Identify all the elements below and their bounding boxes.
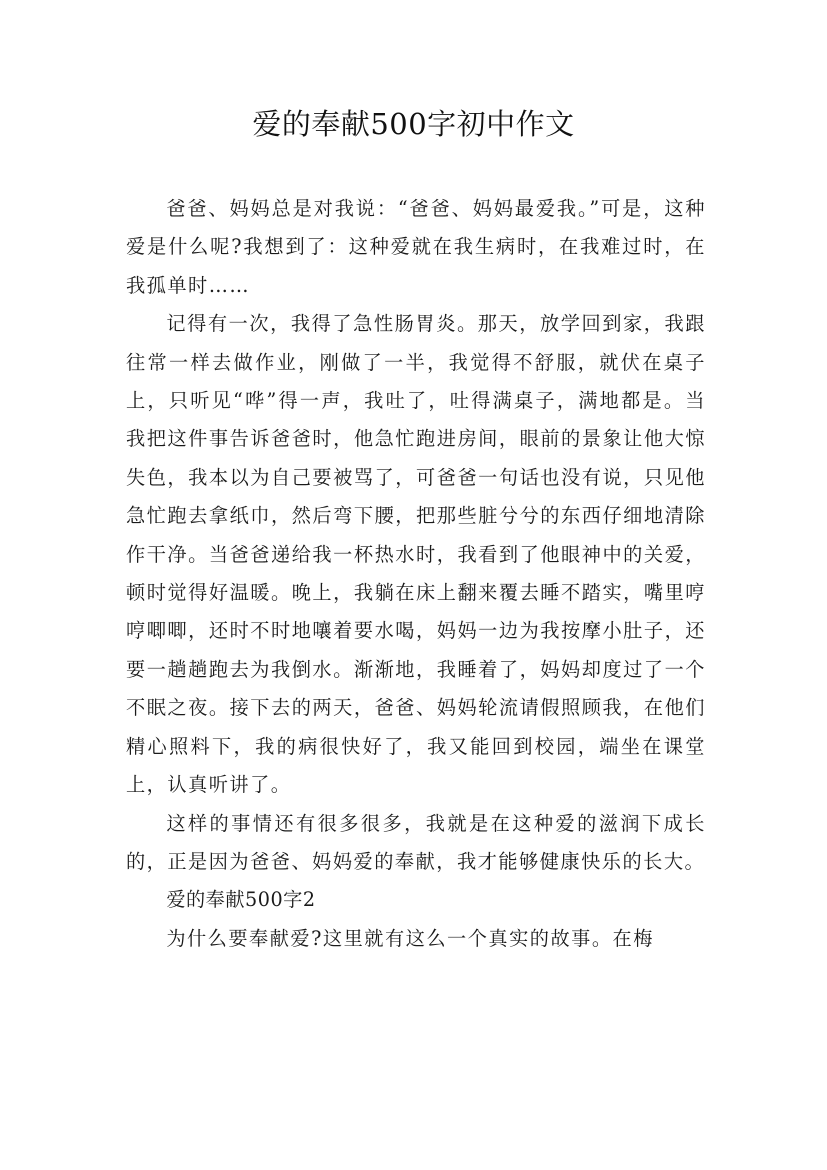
paragraph-story: 记得有一次，我得了急性肠胃炎。那天，放学回到家，我跟往常一样去做作业，刚做了一半，我觉得不舒服，就伏在桌子上，只听见“哗”得一声，我吐了，吐得满桌子，满地都是。当我把这件事告诉爸爸时，他急忙跑进房间，眼前的景象让他大惊失色，我本以为自己要被骂了，可爸爸一句话也没有说，只见他急忙跑去拿纸巾，然后弯下腰，把那些脏兮兮的东西仔细地清除作干净。当爸爸递给我一杯热水时，我看到了他眼神中的关爱，顿时觉得好温暖。晚上，我躺在床上翻来覆去睡不踏实，嘴里哼哼唧唧，还时不时地嚷着要水喝，妈妈一边为我按摩小肚子，还要一趟趟跑去为我倒水。渐渐地，我睡着了，妈妈却度过了一个不眠之夜。接下去的两天，爸爸、妈妈轮流请假照顾我，在他们精心照料下，我的病很快好了，我又能回到校园，端坐在课堂上，认真听讲了。 <box>126 312 706 797</box>
section-subheading: 爱的奉献500字2 <box>166 888 316 912</box>
paragraph-intro: 爸爸、妈妈总是对我说：“爸爸、妈妈最爱我。”可是，这种爱是什么呢?我想到了：这种爱就在我生病时，在我难过时，在我孤单时…… <box>126 197 706 297</box>
page-title: 爱的奉献500字初中作文 <box>252 107 575 141</box>
article-body <box>126 190 706 958</box>
paragraph-next-section: 为什么要奉献爱?这里就有这么一个真实的故事。在梅 <box>166 926 654 950</box>
paragraph-conclusion: 这样的事情还有很多很多，我就是在这种爱的滋润下成长的，正是因为爸爸、妈妈爱的奉献，我才能够健康快乐的长大。 <box>126 811 706 873</box>
